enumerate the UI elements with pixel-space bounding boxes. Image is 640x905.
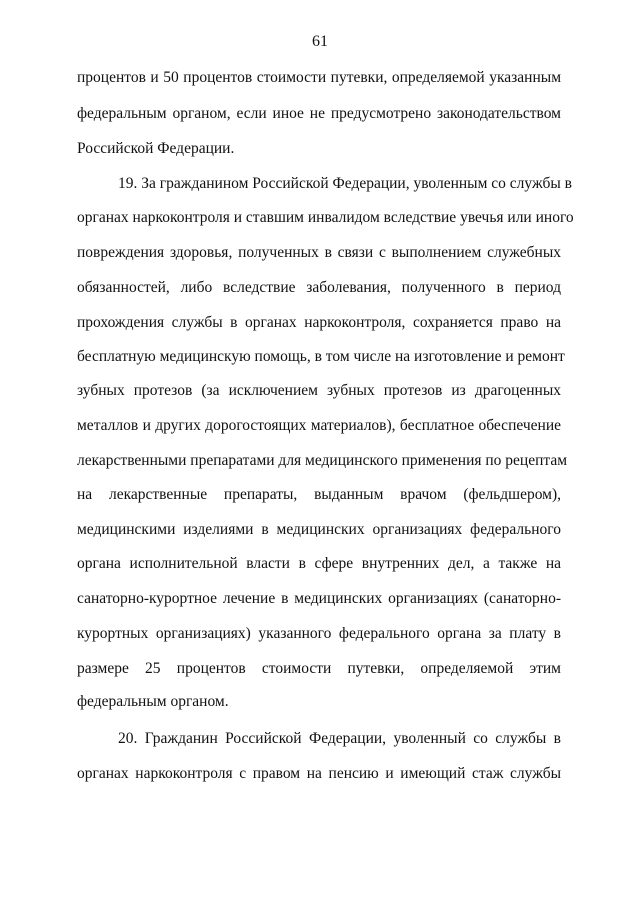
text-line: размере 25 процентов стоимости путевки, определяемой этим: [77, 660, 561, 677]
text-line: обязанностей, либо вследствие заболевания, полученного в период: [77, 279, 561, 296]
text-line: металлов и других дорогостоящих материалов), бесплатное обеспечение: [77, 417, 561, 434]
text-line: бесплатную медицинскую помощь, в том числе на изготовление и ремонт: [77, 348, 565, 365]
text-line: органах наркоконтроля и ставшим инвалидом вследствие увечья или иного: [77, 209, 574, 226]
text-line: на лекарственные препараты, выданным врачом (фельдшером),: [77, 486, 561, 503]
text-line: органах наркоконтроля с правом на пенсию и имеющий стаж службы: [77, 765, 561, 782]
text-line: медицинскими изделиями в медицинских организациях федерального: [77, 521, 561, 538]
text-line: процентов и 50 процентов стоимости путевки, определяемой указанным: [77, 69, 561, 86]
text-line: прохождения службы в органах наркоконтроля, сохраняется право на: [77, 314, 561, 331]
text-line: зубных протезов (за исключением зубных протезов из драгоценных: [77, 382, 561, 399]
text-line: санаторно-курортное лечение в медицинских организациях (санаторно-: [77, 590, 561, 607]
text-line: федеральным органом.: [77, 693, 229, 710]
text-line: органа исполнительной власти в сфере внутренних дел, а также на: [77, 555, 561, 572]
text-line: лекарственными препаратами для медицинского применения по рецептам: [77, 452, 568, 469]
paragraph-19-first-line: 19. За гражданином Российской Федерации, уволенным со службы в: [118, 175, 572, 192]
text-line: повреждения здоровья, полученных в связи с выполнением служебных: [77, 244, 561, 261]
text-line: Российской Федерации.: [77, 140, 235, 157]
text-line: федеральным органом, если иное не предусмотрено законодательством: [77, 105, 561, 122]
text-line: курортных организациях) указанного федерального органа за плату в: [77, 625, 561, 642]
paragraph-20-first-line: 20. Гражданин Российской Федерации, уволенный со службы в: [118, 730, 561, 747]
page-number: 61: [312, 33, 328, 50]
